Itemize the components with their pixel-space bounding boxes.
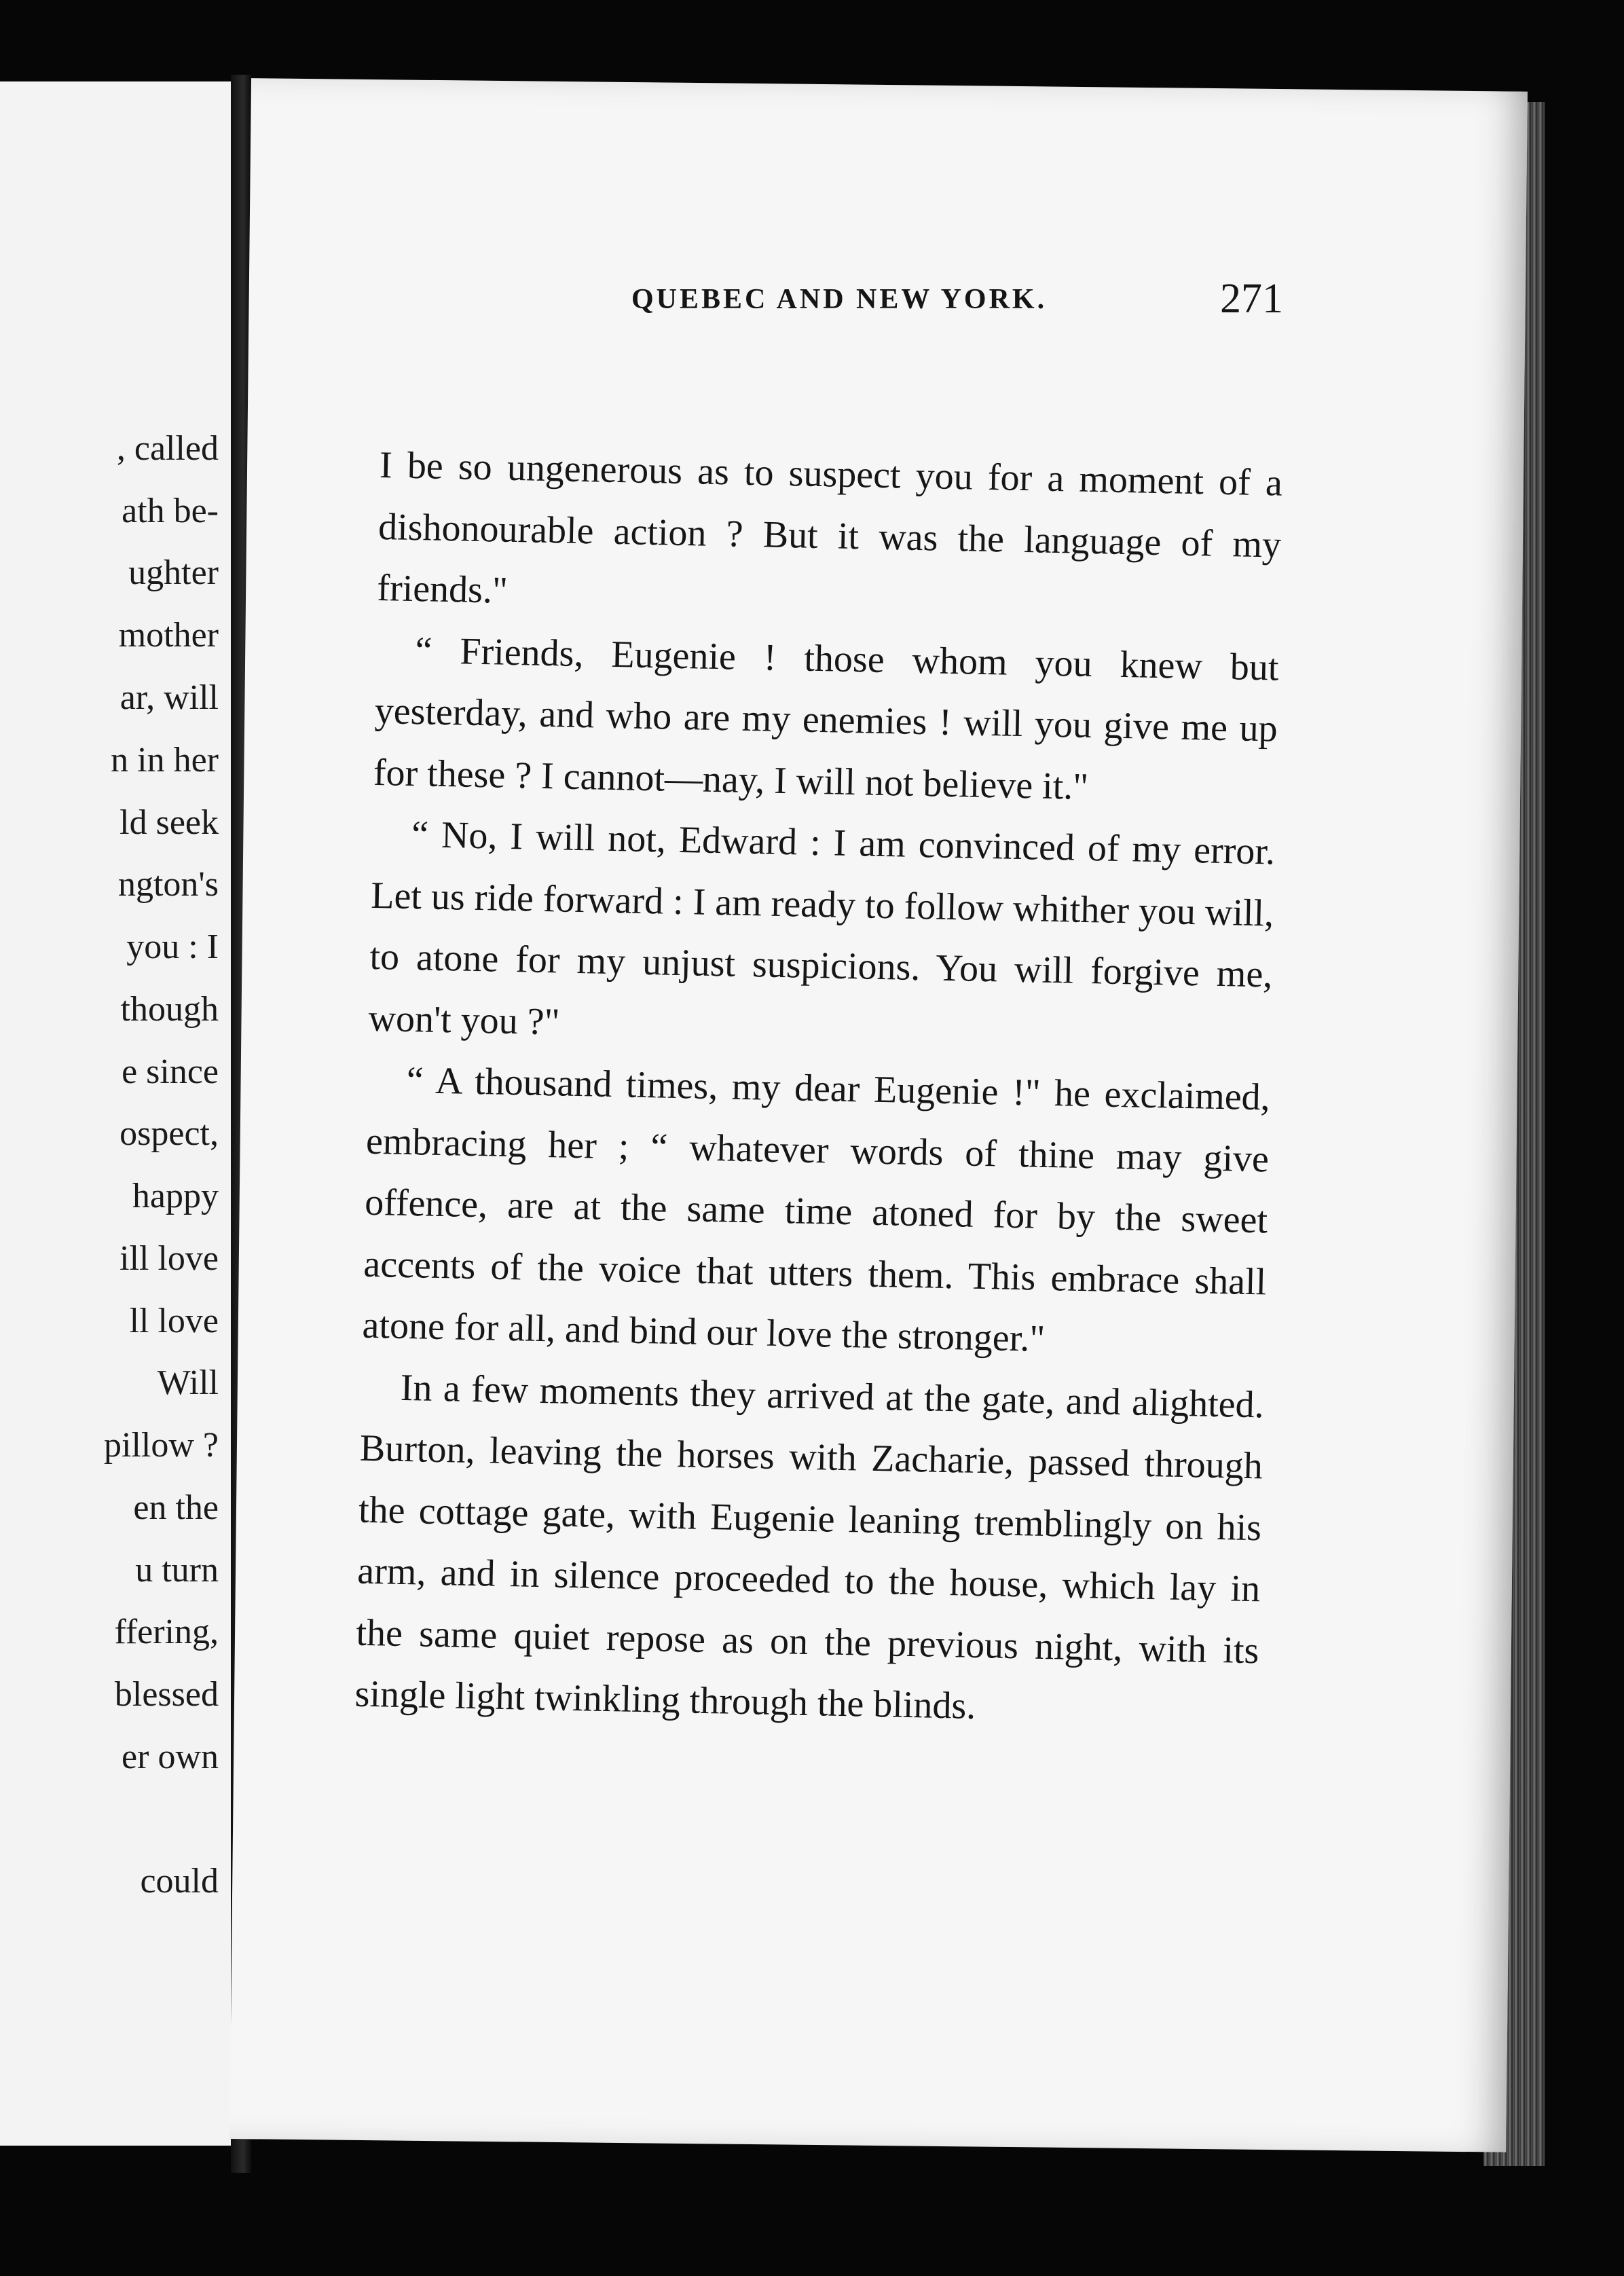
page-number: 271 [1220,276,1283,322]
left-page-line: e since [122,1052,219,1091]
left-page-line: you : I [126,928,219,966]
page-body-text [354,435,1283,1743]
left-page-line: n in her [111,741,219,779]
previous-page [0,81,235,2146]
paragraph: “ No, I will not, Edward : I am convinced of my error. Let us ride forward : I am ready to follow whither you will, to atone for my unjust suspicions. You will forgive me, won't you ?" [368,813,1276,1043]
paragraph: “ A thousand times, my dear Eugenie !" he exclaimed, embracing her ; “ whatever words of thine may give offence, are at the same time atoned for by the sweet accents of the voice that utters them. This embrace shall atone for all, and bind our love the stronger." [362,1059,1271,1360]
left-page-line: u turn [135,1551,219,1590]
paragraph: “ Friends, Eugenie ! those whom you knew but yesterday, and who are my enemies ! will you give me up for these ? I cannot—nay, I will not believe it." [373,629,1280,808]
left-page-line: er own [122,1738,219,1776]
left-page-line: happy [132,1177,219,1215]
left-page-line: ll love [129,1302,219,1340]
left-page-line: ughter [128,553,219,592]
paragraph: I be so ungenerous as to suspect you for a moment of a dishonourable action ? But it was the language of my friends." [376,443,1283,612]
left-page-line: en the [133,1488,219,1527]
left-page-line: ill love [119,1239,219,1278]
page-header [380,275,1283,329]
left-page-line: ar, will [119,678,219,717]
left-page-line: , called [116,429,219,468]
left-page-line: though [120,990,219,1029]
left-page-line: pillow ? [104,1426,219,1465]
left-page-line: ld seek [119,803,219,842]
left-page-line: ffering, [114,1613,219,1651]
left-page-line: mother [118,616,219,655]
paragraph: In a few moments they arrived at the gate, and alighted. Burton, leaving the horses with Zacharie, passed through the cottage gate, with Eugenie leaning tremblingly on his arm, and in silence proceeded to the house, which lay in the same quiet repose as on the previous night, with its single light twinkling through the blinds. [354,1366,1265,1727]
running-title: QUEBEC AND NEW YORK. [631,284,1048,315]
left-page-line: Will [157,1363,219,1402]
left-page-line: ospect, [119,1114,219,1153]
left-page-line: blessed [114,1675,219,1714]
left-page-line: ath be- [122,492,219,530]
left-page-line: ngton's [117,865,219,904]
left-page-line: could [140,1862,219,1901]
